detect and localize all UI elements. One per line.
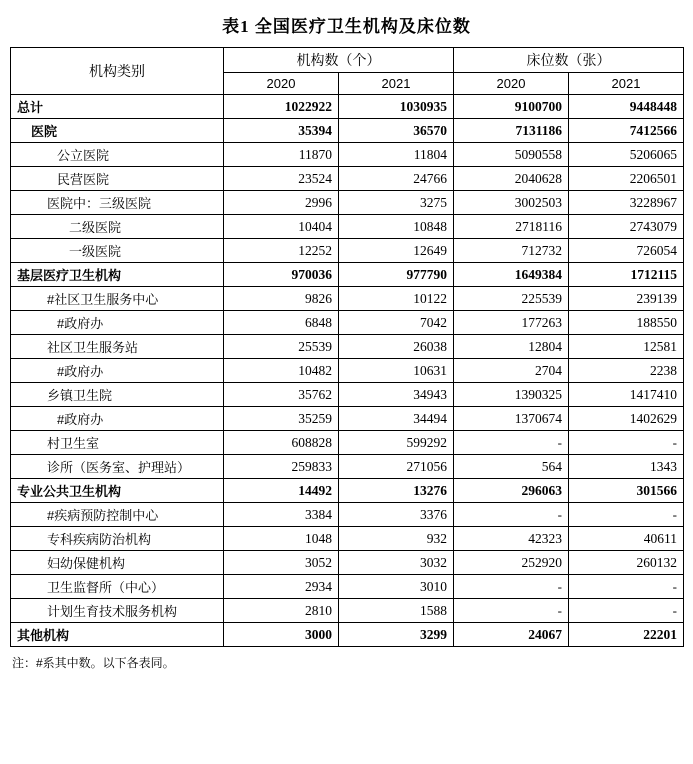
row-value: 23524 (224, 167, 339, 191)
row-value: 22201 (569, 623, 684, 647)
row-value: 7412566 (569, 119, 684, 143)
column-header-inst-2020: 2020 (224, 73, 339, 95)
table-row (11, 239, 684, 263)
row-value: 2718116 (454, 215, 569, 239)
table-row (11, 311, 684, 335)
row-value: 12581 (569, 335, 684, 359)
row-value: 10482 (224, 359, 339, 383)
table-header-row-groups (11, 48, 684, 73)
row-value: 10122 (339, 287, 454, 311)
row-value: 2996 (224, 191, 339, 215)
row-label: 诊所（医务室、护理站） (11, 455, 224, 479)
row-value: 10848 (339, 215, 454, 239)
row-value: 252920 (454, 551, 569, 575)
row-value: 3032 (339, 551, 454, 575)
row-value: 36570 (339, 119, 454, 143)
table-row (11, 527, 684, 551)
row-value: 6848 (224, 311, 339, 335)
table-row (11, 455, 684, 479)
row-value: 1588 (339, 599, 454, 623)
table-row (11, 551, 684, 575)
row-label: 卫生监督所（中心） (11, 575, 224, 599)
row-value: 2704 (454, 359, 569, 383)
table-head (11, 48, 684, 95)
table-row (11, 119, 684, 143)
row-label: #政府办 (11, 359, 224, 383)
row-value: 2810 (224, 599, 339, 623)
row-label: #疾病预防控制中心 (11, 503, 224, 527)
row-value: 13276 (339, 479, 454, 503)
row-label: 民营医院 (11, 167, 224, 191)
row-value: 7042 (339, 311, 454, 335)
row-value: 11804 (339, 143, 454, 167)
row-value: - (454, 575, 569, 599)
row-value: 2206501 (569, 167, 684, 191)
column-header-inst-2021: 2021 (339, 73, 454, 95)
row-label: 乡镇卫生院 (11, 383, 224, 407)
row-value: 3376 (339, 503, 454, 527)
table-row (11, 503, 684, 527)
row-value: 2934 (224, 575, 339, 599)
row-value: 1402629 (569, 407, 684, 431)
row-label: 公立医院 (11, 143, 224, 167)
row-value: - (569, 599, 684, 623)
row-value: 608828 (224, 431, 339, 455)
column-header-category: 机构类别 (11, 48, 224, 95)
table-row (11, 287, 684, 311)
row-value: 3299 (339, 623, 454, 647)
column-header-beds: 床位数（张） (454, 48, 684, 73)
row-value: 24766 (339, 167, 454, 191)
table-note: 注：#系其中数。以下各表同。 (12, 656, 175, 670)
row-value: 12649 (339, 239, 454, 263)
row-value: 35762 (224, 383, 339, 407)
row-value: 10631 (339, 359, 454, 383)
row-label: 一级医院 (11, 239, 224, 263)
row-value: 34494 (339, 407, 454, 431)
row-label: 其他机构 (11, 623, 224, 647)
row-value: 2040628 (454, 167, 569, 191)
row-value: 3052 (224, 551, 339, 575)
row-value: 2238 (569, 359, 684, 383)
row-value: 12252 (224, 239, 339, 263)
row-value: - (454, 503, 569, 527)
column-header-institutions: 机构数（个） (224, 48, 454, 73)
row-value: - (454, 599, 569, 623)
row-label: #社区卫生服务中心 (11, 287, 224, 311)
row-value: 26038 (339, 335, 454, 359)
table-row (11, 599, 684, 623)
page-title: 表1 全国医疗卫生机构及床位数 (222, 17, 471, 36)
column-header-beds-2021: 2021 (569, 73, 684, 95)
row-value: 25539 (224, 335, 339, 359)
row-value: 9100700 (454, 95, 569, 119)
row-value: 1370674 (454, 407, 569, 431)
row-value: 712732 (454, 239, 569, 263)
row-label: 医院中：三级医院 (11, 191, 224, 215)
row-value: 14492 (224, 479, 339, 503)
row-value: 1712115 (569, 263, 684, 287)
row-label: 妇幼保健机构 (11, 551, 224, 575)
table-row (11, 335, 684, 359)
row-label: 二级医院 (11, 215, 224, 239)
row-value: 9448448 (569, 95, 684, 119)
table-row (11, 143, 684, 167)
row-value: 11870 (224, 143, 339, 167)
row-label: 村卫生室 (11, 431, 224, 455)
row-value: - (569, 431, 684, 455)
row-value: 271056 (339, 455, 454, 479)
table-row (11, 191, 684, 215)
row-value: 35394 (224, 119, 339, 143)
row-value: - (569, 575, 684, 599)
row-value: 225539 (454, 287, 569, 311)
row-value: 1417410 (569, 383, 684, 407)
row-value: 726054 (569, 239, 684, 263)
table-row (11, 263, 684, 287)
row-value: 301566 (569, 479, 684, 503)
row-label: 专科疾病防治机构 (11, 527, 224, 551)
table-row (11, 407, 684, 431)
row-label: 总计 (11, 95, 224, 119)
row-value: 3000 (224, 623, 339, 647)
table-row (11, 623, 684, 647)
table-row (11, 383, 684, 407)
table-row (11, 167, 684, 191)
statistics-table (10, 47, 684, 647)
row-value: 3002503 (454, 191, 569, 215)
row-value: 599292 (339, 431, 454, 455)
row-value: - (569, 503, 684, 527)
row-value: 177263 (454, 311, 569, 335)
row-value: 1649384 (454, 263, 569, 287)
row-value: 35259 (224, 407, 339, 431)
row-label: 基层医疗卫生机构 (11, 263, 224, 287)
row-value: 40611 (569, 527, 684, 551)
row-value: 3228967 (569, 191, 684, 215)
row-value: 259833 (224, 455, 339, 479)
table-row (11, 95, 684, 119)
row-value: 977790 (339, 263, 454, 287)
row-value: 3384 (224, 503, 339, 527)
row-value: - (454, 431, 569, 455)
row-label: 社区卫生服务站 (11, 335, 224, 359)
row-label: 计划生育技术服务机构 (11, 599, 224, 623)
row-value: 260132 (569, 551, 684, 575)
row-value: 10404 (224, 215, 339, 239)
table-body (11, 95, 684, 647)
row-value: 932 (339, 527, 454, 551)
row-value: 34943 (339, 383, 454, 407)
row-label: 专业公共卫生机构 (11, 479, 224, 503)
row-value: 3010 (339, 575, 454, 599)
row-value: 5090558 (454, 143, 569, 167)
table-row (11, 575, 684, 599)
row-value: 1030935 (339, 95, 454, 119)
row-value: 3275 (339, 191, 454, 215)
row-value: 970036 (224, 263, 339, 287)
row-value: 2743079 (569, 215, 684, 239)
row-value: 296063 (454, 479, 569, 503)
table-row (11, 359, 684, 383)
column-header-beds-2020: 2020 (454, 73, 569, 95)
row-value: 564 (454, 455, 569, 479)
row-value: 7131186 (454, 119, 569, 143)
row-value: 1343 (569, 455, 684, 479)
table-row (11, 479, 684, 503)
row-value: 1048 (224, 527, 339, 551)
row-value: 9826 (224, 287, 339, 311)
table-row (11, 215, 684, 239)
table-row (11, 431, 684, 455)
row-value: 1022922 (224, 95, 339, 119)
row-label: #政府办 (11, 407, 224, 431)
row-value: 5206065 (569, 143, 684, 167)
row-value: 12804 (454, 335, 569, 359)
row-value: 24067 (454, 623, 569, 647)
row-label: 医院 (11, 119, 224, 143)
row-label: #政府办 (11, 311, 224, 335)
row-value: 188550 (569, 311, 684, 335)
row-value: 42323 (454, 527, 569, 551)
row-value: 239139 (569, 287, 684, 311)
row-value: 1390325 (454, 383, 569, 407)
